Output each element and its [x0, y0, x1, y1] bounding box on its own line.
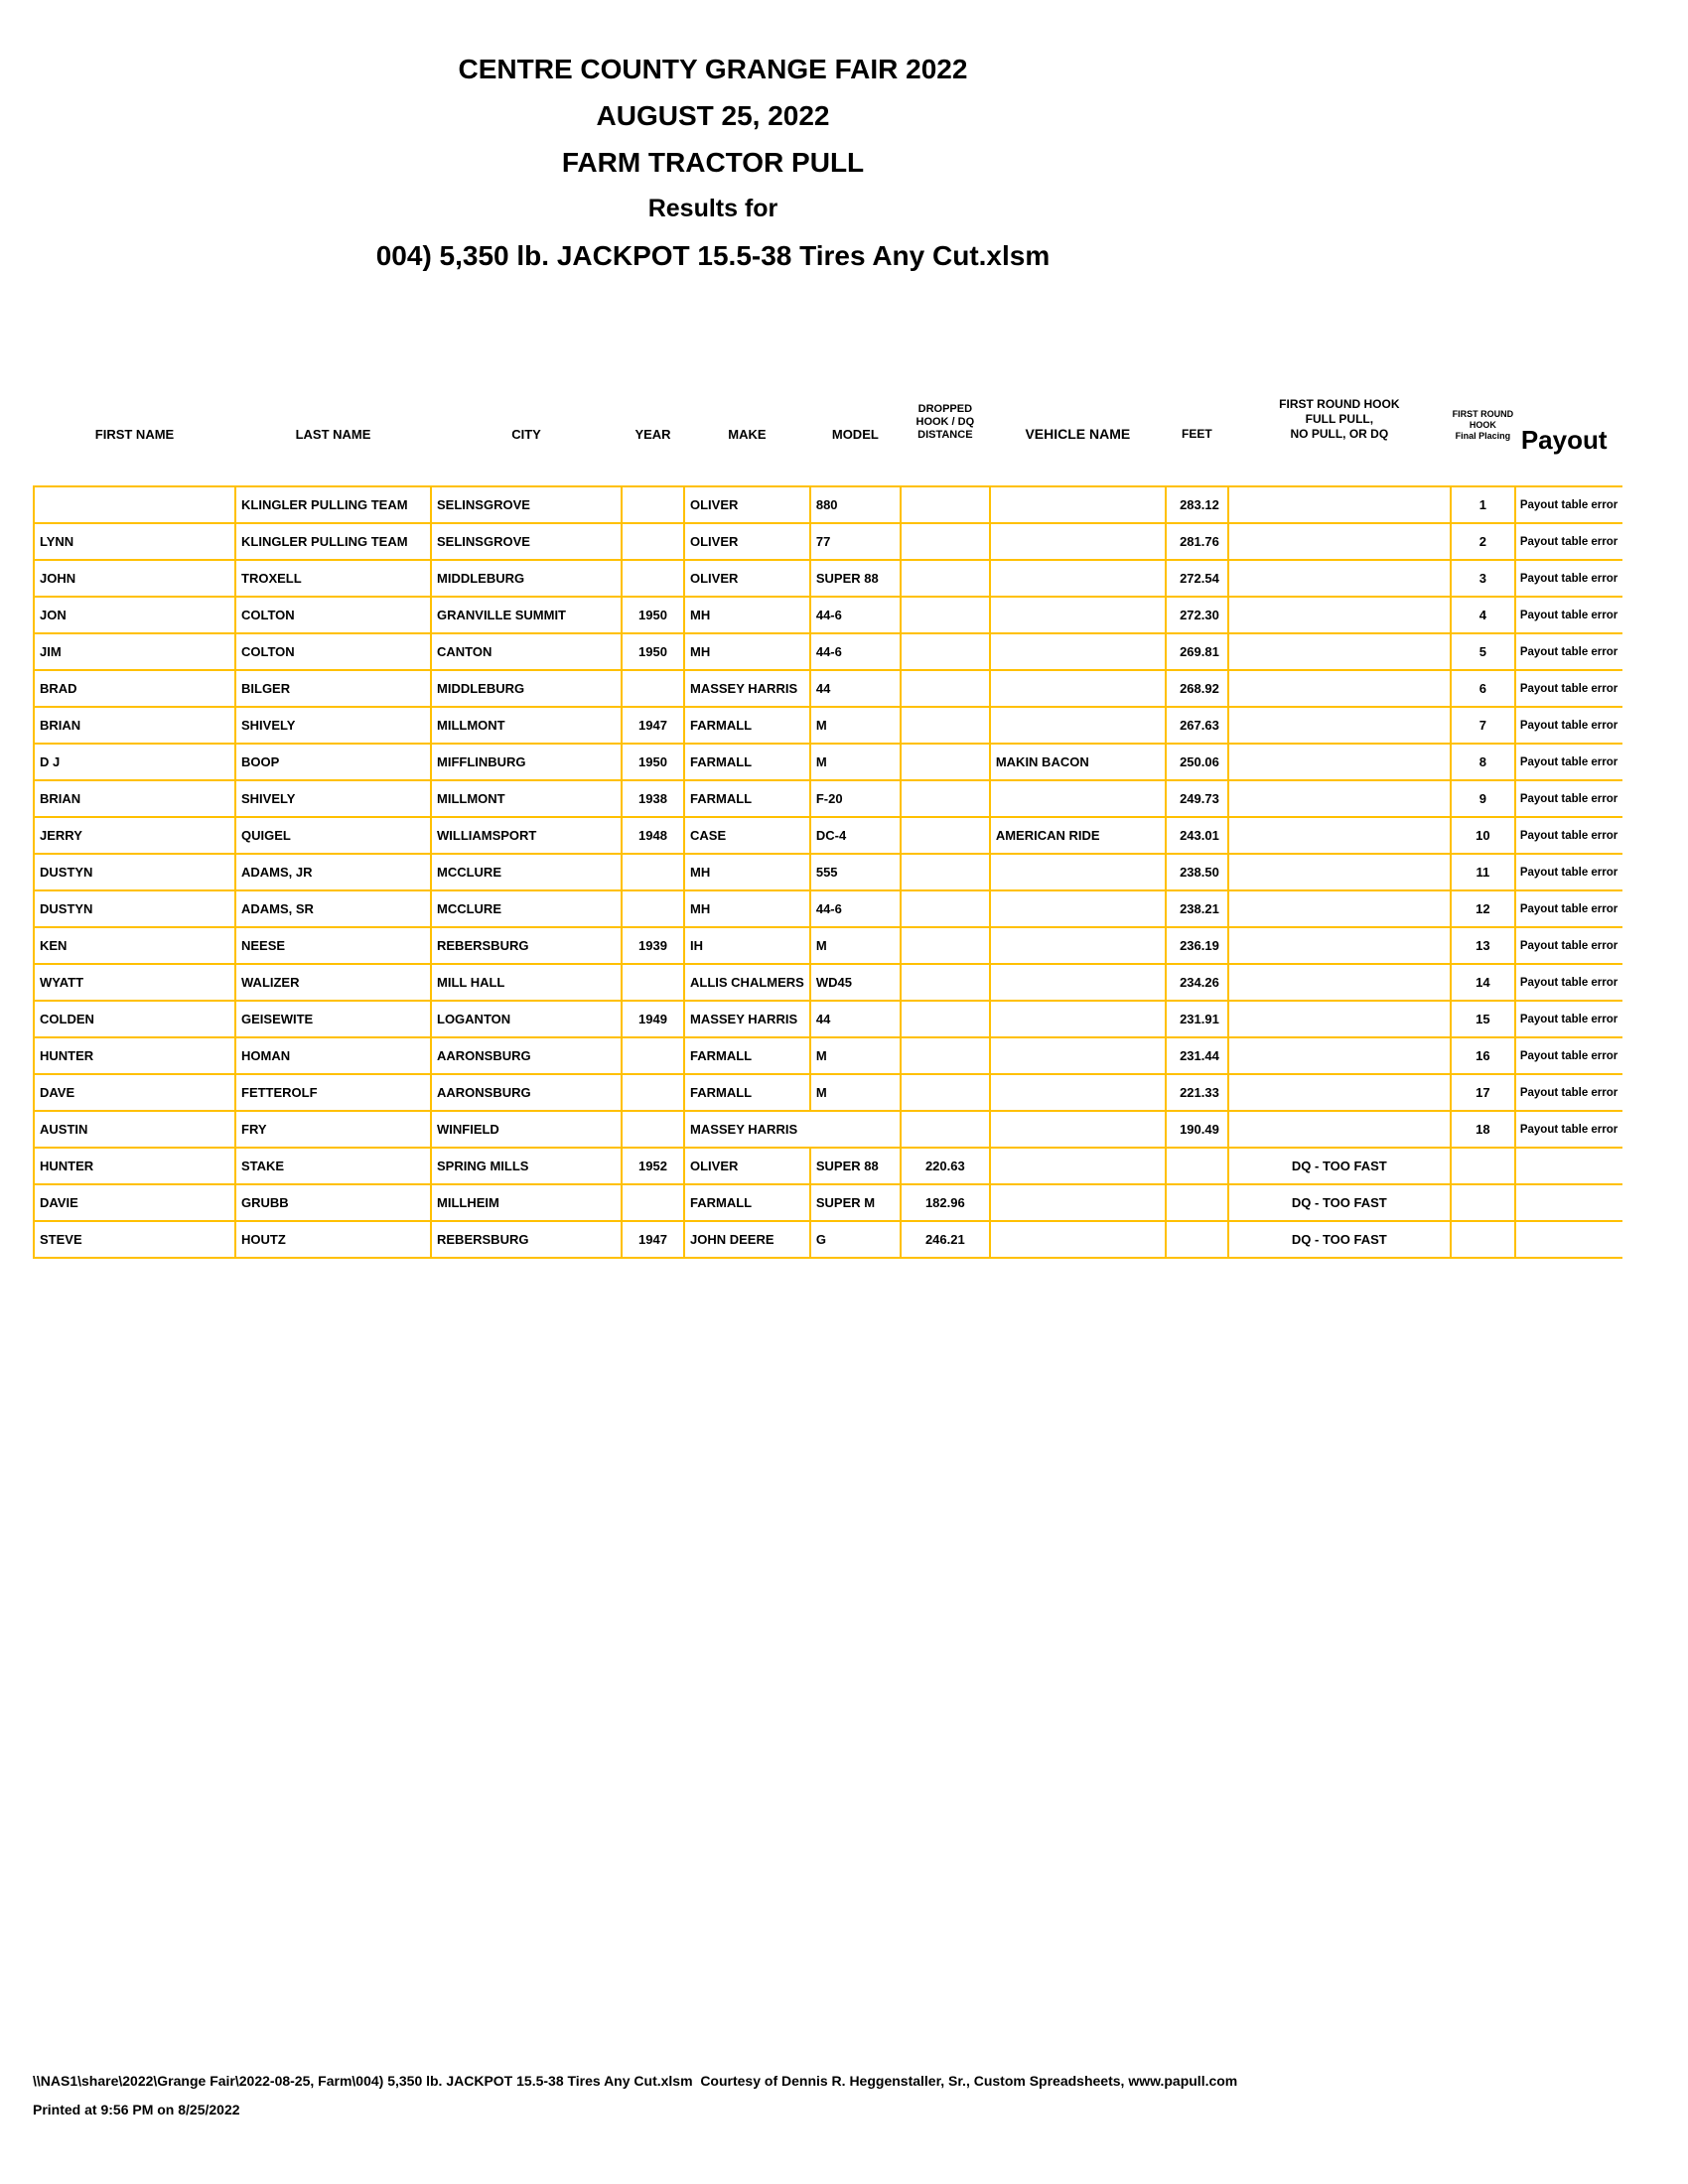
cell-city: AARONSBURG: [431, 1037, 622, 1074]
cell-make: OLIVER: [684, 560, 810, 597]
cell-hook: [1228, 817, 1451, 854]
cell-feet: 272.30: [1166, 597, 1228, 633]
cell-feet: 283.12: [1166, 486, 1228, 523]
cell-model: WD45: [810, 964, 901, 1001]
table-row: [34, 1111, 1622, 1148]
cell-city: MILL HALL: [431, 964, 622, 1001]
cell-payout: Payout table error: [1515, 780, 1622, 817]
header-model: MODEL: [831, 427, 879, 442]
cell-vehicle: [990, 486, 1166, 523]
cell-make: MH: [684, 597, 810, 633]
cell-first-name: JIM: [34, 633, 235, 670]
cell-feet: 231.44: [1166, 1037, 1228, 1074]
cell-vehicle: [990, 1221, 1166, 1258]
cell-first-name: DUSTYN: [34, 854, 235, 890]
cell-first-name: BRIAN: [34, 780, 235, 817]
results-table: [33, 397, 1622, 1259]
cell-last-name: BOOP: [235, 744, 431, 780]
cell-vehicle: [990, 670, 1166, 707]
cell-dropped: [901, 486, 990, 523]
cell-placing: 2: [1451, 523, 1515, 560]
cell-placing: 12: [1451, 890, 1515, 927]
cell-vehicle: [990, 1184, 1166, 1221]
cell-vehicle: MAKIN BACON: [990, 744, 1166, 780]
cell-dropped: [901, 523, 990, 560]
cell-last-name: BILGER: [235, 670, 431, 707]
cell-city: AARONSBURG: [431, 1074, 622, 1111]
cell-first-name: LYNN: [34, 523, 235, 560]
cell-vehicle: [990, 1037, 1166, 1074]
cell-hook: [1228, 927, 1451, 964]
cell-last-name: KLINGLER PULLING TEAM: [235, 523, 431, 560]
cell-city: CANTON: [431, 633, 622, 670]
cell-payout: Payout table error: [1515, 1037, 1622, 1074]
table-row: [34, 633, 1622, 670]
cell-city: MIDDLEBURG: [431, 670, 622, 707]
cell-placing: [1451, 1221, 1515, 1258]
cell-year: [622, 486, 684, 523]
cell-dropped: [901, 780, 990, 817]
cell-vehicle: [990, 597, 1166, 633]
cell-city: WILLIAMSPORT: [431, 817, 622, 854]
cell-feet: 272.54: [1166, 560, 1228, 597]
cell-hook: [1228, 1037, 1451, 1074]
cell-year: 1939: [622, 927, 684, 964]
cell-dropped: [901, 1001, 990, 1037]
cell-placing: 8: [1451, 744, 1515, 780]
cell-hook: [1228, 1074, 1451, 1111]
cell-year: [622, 964, 684, 1001]
cell-dropped: [901, 560, 990, 597]
cell-make: OLIVER: [684, 523, 810, 560]
cell-year: [622, 1074, 684, 1111]
cell-dropped: [901, 817, 990, 854]
cell-payout: Payout table error: [1515, 964, 1622, 1001]
cell-vehicle: [990, 633, 1166, 670]
cell-model: M: [810, 707, 901, 744]
cell-feet: 243.01: [1166, 817, 1228, 854]
cell-vehicle: [990, 780, 1166, 817]
heading-block: [0, 46, 1426, 279]
cell-vehicle: [990, 1001, 1166, 1037]
cell-model: DC-4: [810, 817, 901, 854]
cell-make: MH: [684, 854, 810, 890]
cell-first-name: D J: [34, 744, 235, 780]
cell-feet: [1166, 1184, 1228, 1221]
cell-last-name: NEESE: [235, 927, 431, 964]
cell-placing: 5: [1451, 633, 1515, 670]
cell-last-name: STAKE: [235, 1148, 431, 1184]
cell-placing: 17: [1451, 1074, 1515, 1111]
cell-feet: 231.91: [1166, 1001, 1228, 1037]
cell-hook: [1228, 780, 1451, 817]
cell-placing: 11: [1451, 854, 1515, 890]
table-row: [34, 817, 1622, 854]
cell-placing: [1451, 1184, 1515, 1221]
cell-first-name: BRIAN: [34, 707, 235, 744]
table-body: [34, 486, 1622, 1258]
cell-city: MILLMONT: [431, 707, 622, 744]
cell-hook: DQ - TOO FAST: [1228, 1184, 1451, 1221]
cell-payout: Payout table error: [1515, 486, 1622, 523]
cell-model: M: [810, 744, 901, 780]
cell-hook: [1228, 707, 1451, 744]
cell-hook: [1228, 964, 1451, 1001]
cell-feet: [1166, 1148, 1228, 1184]
cell-make: MASSEY HARRIS: [684, 670, 810, 707]
cell-first-name: JERRY: [34, 817, 235, 854]
cell-make: FARMALL: [684, 1037, 810, 1074]
event-title: CENTRE COUNTY GRANGE FAIR 2022: [458, 54, 968, 84]
cell-last-name: COLTON: [235, 633, 431, 670]
cell-first-name: KEN: [34, 927, 235, 964]
cell-hook: [1228, 523, 1451, 560]
cell-dropped: [901, 744, 990, 780]
cell-placing: 4: [1451, 597, 1515, 633]
cell-placing: 16: [1451, 1037, 1515, 1074]
cell-model: SUPER M: [810, 1184, 901, 1221]
cell-city: MCCLURE: [431, 890, 622, 927]
cell-hook: [1228, 854, 1451, 890]
table-row: [34, 927, 1622, 964]
cell-year: [622, 890, 684, 927]
cell-make: CASE: [684, 817, 810, 854]
cell-model: 44-6: [810, 890, 901, 927]
header-hook: FIRST ROUND HOOK FULL PULL, NO PULL, OR DQ: [1279, 397, 1400, 441]
cell-placing: 14: [1451, 964, 1515, 1001]
cell-dropped: 220.63: [901, 1148, 990, 1184]
cell-payout: [1515, 1221, 1622, 1258]
cell-payout: Payout table error: [1515, 1001, 1622, 1037]
cell-payout: Payout table error: [1515, 744, 1622, 780]
cell-year: 1949: [622, 1001, 684, 1037]
cell-placing: 13: [1451, 927, 1515, 964]
cell-feet: 238.50: [1166, 854, 1228, 890]
table-row: [34, 890, 1622, 927]
cell-city: WINFIELD: [431, 1111, 622, 1148]
cell-city: SPRING MILLS: [431, 1148, 622, 1184]
table-row: [34, 964, 1622, 1001]
table-row: [34, 670, 1622, 707]
cell-city: MIDDLEBURG: [431, 560, 622, 597]
header-last-name: LAST NAME: [295, 427, 371, 442]
cell-year: [622, 523, 684, 560]
cell-make: JOHN DEERE: [684, 1221, 810, 1258]
cell-payout: Payout table error: [1515, 890, 1622, 927]
page-footer: [33, 2067, 1237, 2124]
cell-last-name: SHIVELY: [235, 780, 431, 817]
cell-make: ALLIS CHALMERS: [684, 964, 810, 1001]
cell-city: REBERSBURG: [431, 927, 622, 964]
cell-feet: 281.76: [1166, 523, 1228, 560]
cell-hook: [1228, 670, 1451, 707]
cell-dropped: [901, 1037, 990, 1074]
cell-last-name: WALIZER: [235, 964, 431, 1001]
cell-feet: 268.92: [1166, 670, 1228, 707]
cell-last-name: ADAMS, JR: [235, 854, 431, 890]
cell-model: M: [810, 1074, 901, 1111]
cell-first-name: DUSTYN: [34, 890, 235, 927]
cell-model: 44: [810, 1001, 901, 1037]
class-filename: 004) 5,350 lb. JACKPOT 15.5-38 Tires Any Cut.xlsm: [375, 240, 1051, 271]
cell-vehicle: [990, 890, 1166, 927]
cell-last-name: HOUTZ: [235, 1221, 431, 1258]
cell-feet: 190.49: [1166, 1111, 1228, 1148]
cell-model: F-20: [810, 780, 901, 817]
cell-payout: Payout table error: [1515, 597, 1622, 633]
table-row: [34, 1184, 1622, 1221]
cell-last-name: COLTON: [235, 597, 431, 633]
cell-first-name: HUNTER: [34, 1148, 235, 1184]
cell-dropped: [901, 1111, 990, 1148]
header-make: MAKE: [728, 427, 767, 442]
table-row: [34, 744, 1622, 780]
cell-vehicle: [990, 523, 1166, 560]
table-row: [34, 707, 1622, 744]
cell-city: SELINSGROVE: [431, 523, 622, 560]
results-label: Results for: [647, 195, 778, 222]
cell-first-name: COLDEN: [34, 1001, 235, 1037]
cell-year: [622, 1184, 684, 1221]
cell-feet: 250.06: [1166, 744, 1228, 780]
cell-model: SUPER 88: [810, 560, 901, 597]
cell-vehicle: [990, 854, 1166, 890]
header-row: [34, 397, 1622, 486]
cell-first-name: JON: [34, 597, 235, 633]
cell-make: OLIVER: [684, 1148, 810, 1184]
cell-feet: 267.63: [1166, 707, 1228, 744]
cell-placing: 10: [1451, 817, 1515, 854]
cell-last-name: TROXELL: [235, 560, 431, 597]
cell-placing: 6: [1451, 670, 1515, 707]
cell-make: MASSEY HARRIS: [684, 1001, 810, 1037]
header-feet: FEET: [1182, 427, 1212, 441]
cell-hook: [1228, 744, 1451, 780]
cell-year: 1950: [622, 744, 684, 780]
cell-last-name: SHIVELY: [235, 707, 431, 744]
cell-city: MCCLURE: [431, 854, 622, 890]
cell-model: G: [810, 1221, 901, 1258]
cell-payout: Payout table error: [1515, 1111, 1622, 1148]
table-row: [34, 1037, 1622, 1074]
cell-vehicle: [990, 964, 1166, 1001]
cell-last-name: GRUBB: [235, 1184, 431, 1221]
cell-city: MILLHEIM: [431, 1184, 622, 1221]
cell-first-name: BRAD: [34, 670, 235, 707]
cell-first-name: [34, 486, 235, 523]
cell-feet: 269.81: [1166, 633, 1228, 670]
cell-dropped: 182.96: [901, 1184, 990, 1221]
cell-year: [622, 1037, 684, 1074]
cell-model: 44-6: [810, 597, 901, 633]
cell-year: 1950: [622, 633, 684, 670]
cell-placing: 3: [1451, 560, 1515, 597]
cell-placing: [1451, 1148, 1515, 1184]
table-row: [34, 1001, 1622, 1037]
table-row: [34, 560, 1622, 597]
cell-vehicle: [990, 927, 1166, 964]
cell-dropped: [901, 1074, 990, 1111]
cell-payout: Payout table error: [1515, 560, 1622, 597]
cell-make: FARMALL: [684, 707, 810, 744]
cell-feet: 249.73: [1166, 780, 1228, 817]
table-header: [34, 397, 1622, 486]
cell-placing: 9: [1451, 780, 1515, 817]
cell-model: M: [810, 1037, 901, 1074]
cell-vehicle: [990, 1148, 1166, 1184]
printed-timestamp: Printed at 9:56 PM on 8/25/2022: [33, 2102, 240, 2117]
cell-city: GRANVILLE SUMMIT: [431, 597, 622, 633]
cell-first-name: HUNTER: [34, 1037, 235, 1074]
cell-city: MILLMONT: [431, 780, 622, 817]
cell-year: [622, 670, 684, 707]
cell-make: FARMALL: [684, 780, 810, 817]
cell-year: 1950: [622, 597, 684, 633]
cell-make: MH: [684, 890, 810, 927]
cell-year: [622, 560, 684, 597]
cell-hook: [1228, 890, 1451, 927]
cell-vehicle: [990, 560, 1166, 597]
cell-year: 1947: [622, 707, 684, 744]
cell-vehicle: [990, 1111, 1166, 1148]
header-placing: FIRST ROUND HOOK Final Placing: [1452, 409, 1514, 441]
cell-placing: 15: [1451, 1001, 1515, 1037]
cell-city: MIFFLINBURG: [431, 744, 622, 780]
cell-model: 880: [810, 486, 901, 523]
cell-year: 1952: [622, 1148, 684, 1184]
cell-model: M: [810, 927, 901, 964]
cell-make: FARMALL: [684, 1074, 810, 1111]
table-row: [34, 523, 1622, 560]
cell-year: 1938: [622, 780, 684, 817]
cell-payout: Payout table error: [1515, 1074, 1622, 1111]
cell-make: FARMALL: [684, 744, 810, 780]
cell-hook: DQ - TOO FAST: [1228, 1221, 1451, 1258]
header-city: CITY: [511, 427, 541, 442]
cell-vehicle: AMERICAN RIDE: [990, 817, 1166, 854]
cell-make: MH: [684, 633, 810, 670]
cell-payout: Payout table error: [1515, 670, 1622, 707]
event-date: AUGUST 25, 2022: [596, 100, 830, 131]
cell-city: SELINSGROVE: [431, 486, 622, 523]
cell-placing: 1: [1451, 486, 1515, 523]
table-row: [34, 1148, 1622, 1184]
event-name: FARM TRACTOR PULL: [561, 147, 865, 178]
cell-last-name: QUIGEL: [235, 817, 431, 854]
cell-hook: [1228, 597, 1451, 633]
header-vehicle: VEHICLE NAME: [1025, 426, 1131, 442]
table-row: [34, 597, 1622, 633]
cell-make: FARMALL: [684, 1184, 810, 1221]
cell-first-name: JOHN: [34, 560, 235, 597]
table-row: [34, 854, 1622, 890]
cell-model: 555: [810, 854, 901, 890]
cell-model: 77: [810, 523, 901, 560]
cell-payout: [1515, 1184, 1622, 1221]
table-row: [34, 780, 1622, 817]
cell-payout: Payout table error: [1515, 817, 1622, 854]
cell-hook: DQ - TOO FAST: [1228, 1148, 1451, 1184]
cell-feet: 238.21: [1166, 890, 1228, 927]
cell-payout: Payout table error: [1515, 523, 1622, 560]
header-year: YEAR: [634, 427, 671, 442]
cell-hook: [1228, 486, 1451, 523]
cell-year: [622, 854, 684, 890]
cell-year: 1948: [622, 817, 684, 854]
cell-city: REBERSBURG: [431, 1221, 622, 1258]
cell-first-name: DAVIE: [34, 1184, 235, 1221]
cell-model: SUPER 88: [810, 1148, 901, 1184]
cell-feet: [1166, 1221, 1228, 1258]
cell-last-name: FRY: [235, 1111, 431, 1148]
header-first-name: FIRST NAME: [94, 427, 175, 442]
table-row: [34, 1221, 1622, 1258]
cell-model: 44-6: [810, 633, 901, 670]
cell-placing: 7: [1451, 707, 1515, 744]
cell-year: 1947: [622, 1221, 684, 1258]
cell-placing: 18: [1451, 1111, 1515, 1148]
file-path-and-credit: \\NAS1\share\2022\Grange Fair\2022-08-25, Farm\004) 5,350 lb. JACKPOT 15.5-38 Tires Any Cut.xlsm Courtesy of Dennis R. Heggenstaller, Sr., Custom Spreadsheets, www.papull.com: [33, 2073, 1238, 2089]
cell-hook: [1228, 1001, 1451, 1037]
cell-dropped: [901, 597, 990, 633]
cell-payout: Payout table error: [1515, 707, 1622, 744]
cell-hook: [1228, 633, 1451, 670]
cell-last-name: GEISEWITE: [235, 1001, 431, 1037]
cell-dropped: [901, 890, 990, 927]
header-payout: Payout: [1520, 425, 1608, 455]
cell-dropped: [901, 707, 990, 744]
cell-vehicle: [990, 707, 1166, 744]
header-dropped: DROPPED HOOK / DQ DISTANCE: [915, 403, 975, 441]
cell-feet: 234.26: [1166, 964, 1228, 1001]
cell-payout: [1515, 1148, 1622, 1184]
cell-feet: 221.33: [1166, 1074, 1228, 1111]
cell-payout: Payout table error: [1515, 633, 1622, 670]
cell-first-name: AUSTIN: [34, 1111, 235, 1148]
cell-payout: Payout table error: [1515, 927, 1622, 964]
table-row: [34, 486, 1622, 523]
cell-first-name: DAVE: [34, 1074, 235, 1111]
cell-dropped: 246.21: [901, 1221, 990, 1258]
cell-city: LOGANTON: [431, 1001, 622, 1037]
cell-last-name: FETTEROLF: [235, 1074, 431, 1111]
table-row: [34, 1074, 1622, 1111]
cell-dropped: [901, 633, 990, 670]
cell-last-name: HOMAN: [235, 1037, 431, 1074]
cell-year: [622, 1111, 684, 1148]
cell-dropped: [901, 964, 990, 1001]
cell-payout: Payout table error: [1515, 854, 1622, 890]
cell-hook: [1228, 560, 1451, 597]
cell-feet: 236.19: [1166, 927, 1228, 964]
cell-make: IH: [684, 927, 810, 964]
cell-vehicle: [990, 1074, 1166, 1111]
cell-model: 44: [810, 670, 901, 707]
cell-dropped: [901, 854, 990, 890]
cell-make: OLIVER: [684, 486, 810, 523]
cell-make: MASSEY HARRIS: [684, 1111, 901, 1148]
cell-dropped: [901, 670, 990, 707]
cell-last-name: KLINGLER PULLING TEAM: [235, 486, 431, 523]
cell-first-name: STEVE: [34, 1221, 235, 1258]
cell-hook: [1228, 1111, 1451, 1148]
cell-first-name: WYATT: [34, 964, 235, 1001]
cell-dropped: [901, 927, 990, 964]
cell-last-name: ADAMS, SR: [235, 890, 431, 927]
